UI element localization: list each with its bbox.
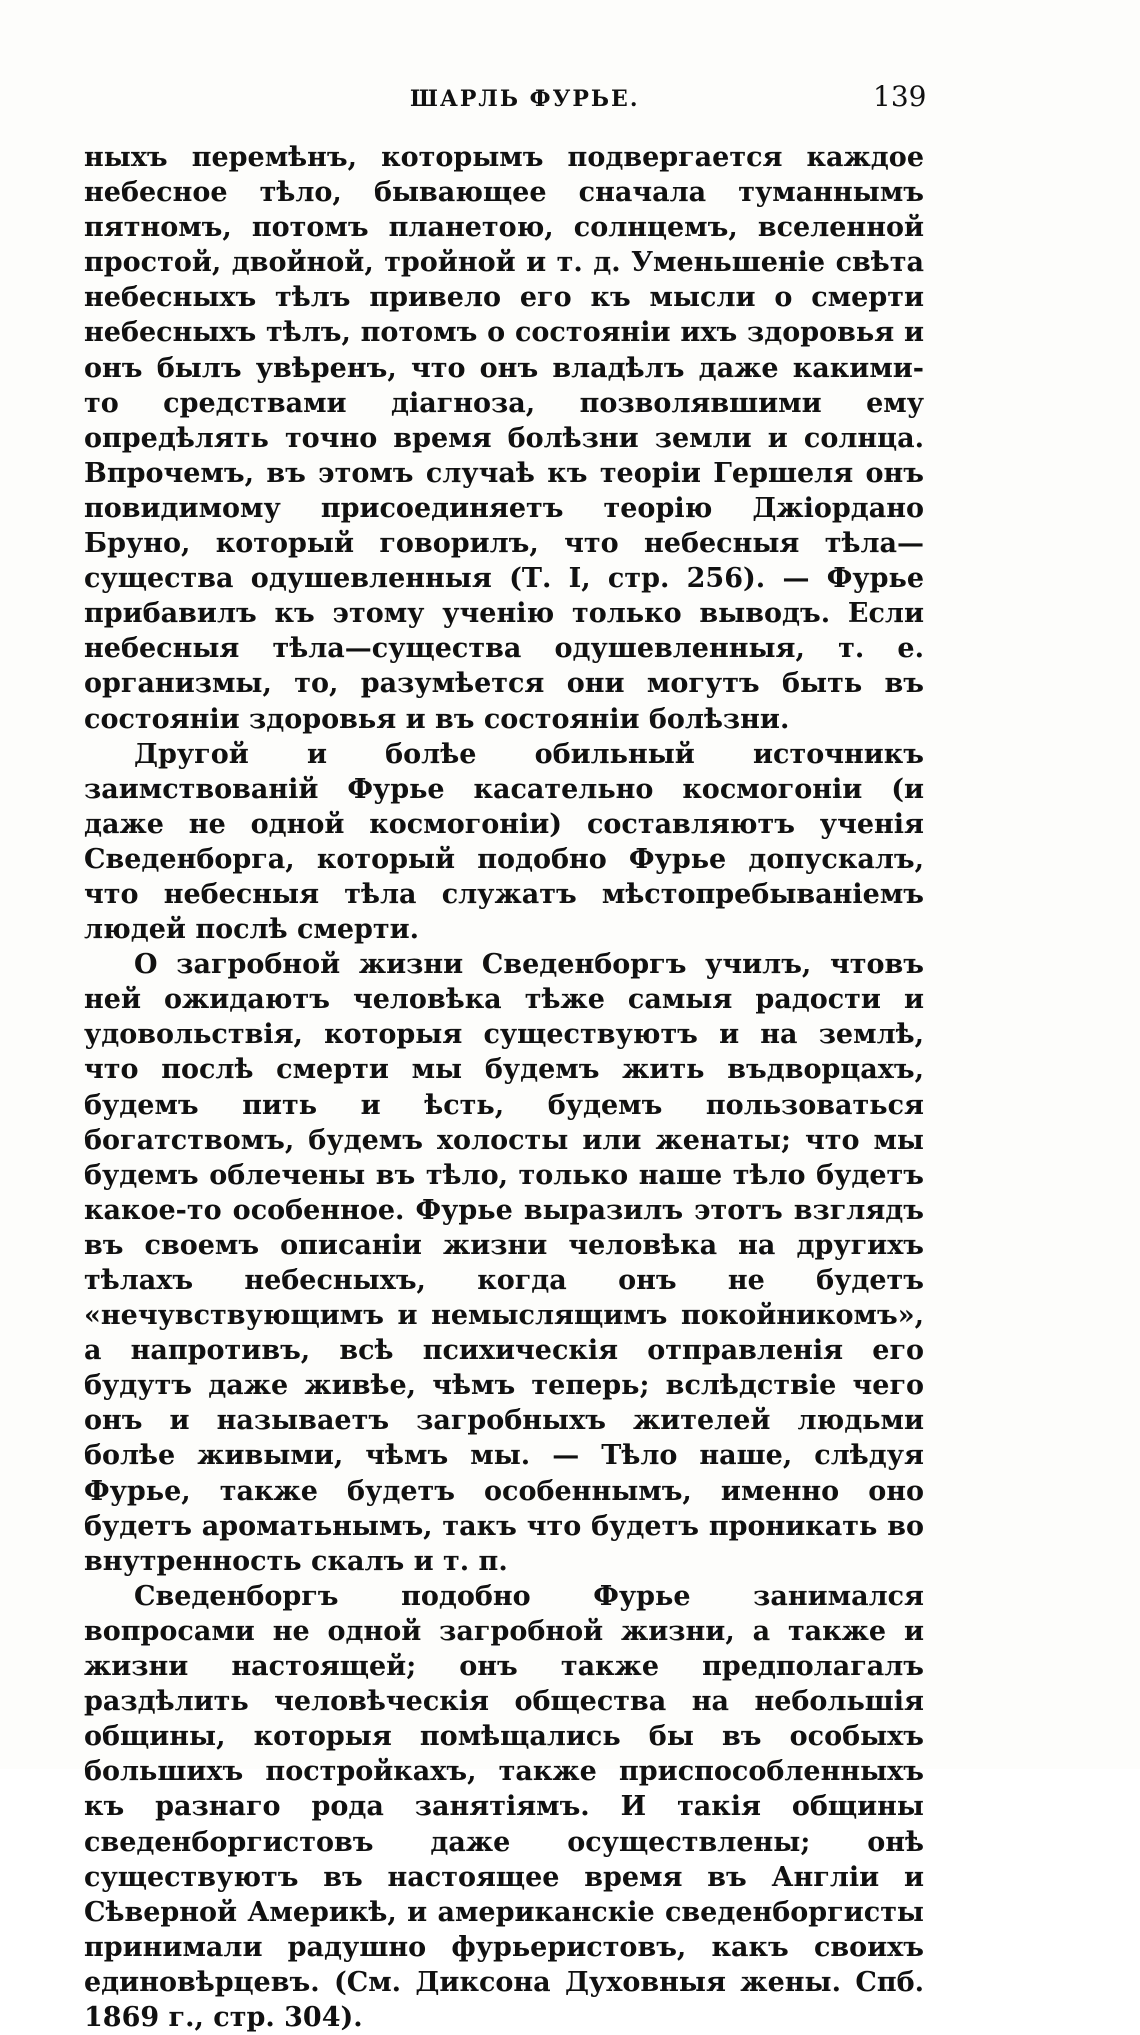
paragraph-swedenborg-cosmogony: Другой и болѣе обильный источникъ заимствованій Фурье касательно космогоніи (и даже не одной космогоніи) составляютъ ученія Сведенборга, который подобно Фурье допускалъ, что небесныя тѣла служатъ мѣстопребываніемъ людей послѣ смерти. [84, 738, 924, 946]
page-number: 139 [873, 80, 927, 113]
running-head [0, 80, 1140, 120]
paragraph-communities: Сведенборгъ подобно Фурье занимался вопросами не одной загробной жизни, а также и жизни настоящей; онъ также предполагалъ раздѣлить человѣческія общества на небольшія общины, которыя помѣщались бы въ особыхъ большихъ постройкахъ, также приспособленныхъ къ разнаго рода занятіямъ. И такія общины сведенборгистовъ даже осуществлены; онѣ существуютъ въ настоящее время въ Англіи и Сѣверной Америкѣ, и американскіе сведенборгисты принимали радушно фурьеристовъ, какъ своихъ единовѣрцевъ. (См. Диксона Духовныя жены. Спб. 1869 г., стр. 304). [84, 1580, 924, 2033]
paragraph-continuation: ныхъ перемѣнъ, которымъ подвергается каждое небесное тѣло, бывающее сначала туманнымъ пятномъ, потомъ планетою, солнцемъ, вселенной простой, двойной, тройной и т. д. Уменьшеніе свѣта небесныхъ тѣлъ привело его къ мысли о смерти небесныхъ тѣлъ, потомъ о состояніи ихъ здоровья и онъ былъ увѣренъ, что онъ владѣлъ даже какими-то средствами діагноза, позволявшими ему опредѣлять точно время болѣзни земли и солнца. Впрочемъ, въ этомъ случаѣ къ теоріи Гершеля онъ повидимому присоединяетъ теорію Джіордано Бруно, который говорилъ, что небесныя тѣла—существа одушевленныя (Т. I, стр. 256). — Фурье прибавилъ къ этому ученію только выводъ. Если небесныя тѣла—существа одушевленныя, т. е. организмы, то, разумѣется они могутъ быть въ состояніи здоровья и въ состояніи болѣзни. [84, 142, 924, 735]
paragraph-afterlife: О загробной жизни Сведенборгъ училъ, чтовъ ней ожидаютъ человѣка тѣже самыя радости и удовольствія, которыя существуютъ и на землѣ, что послѣ смерти мы будемъ жить въдворцахъ, будемъ пить и ѣсть, будемъ пользоваться богатствомъ, будемъ холосты или женаты; что мы будемъ облечены въ тѣло, только наше тѣло будетъ какое-то особенное. Фурье выразилъ этотъ взглядъ въ своемъ описаніи жизни человѣка на другихъ тѣлахъ небесныхъ, когда онъ не будетъ «нечувствующимъ и немыслящимъ покойникомъ», а напротивъ, всѣ психическія отправленія его будутъ даже живѣе, чѣмъ теперь; вслѣдствіе чего онъ и называетъ загробныхъ жителей людьми болѣе живыми, чѣмъ мы. — Тѣло наше, слѣдуя Фурье, также будетъ особеннымъ, именно оно будетъ ароматьнымъ, такъ что будетъ проникать во внутренность скалъ и т. п. [84, 949, 924, 1577]
running-title: ШАРЛЬ ФУРЬЕ. [410, 86, 640, 112]
body-text [84, 140, 924, 2035]
